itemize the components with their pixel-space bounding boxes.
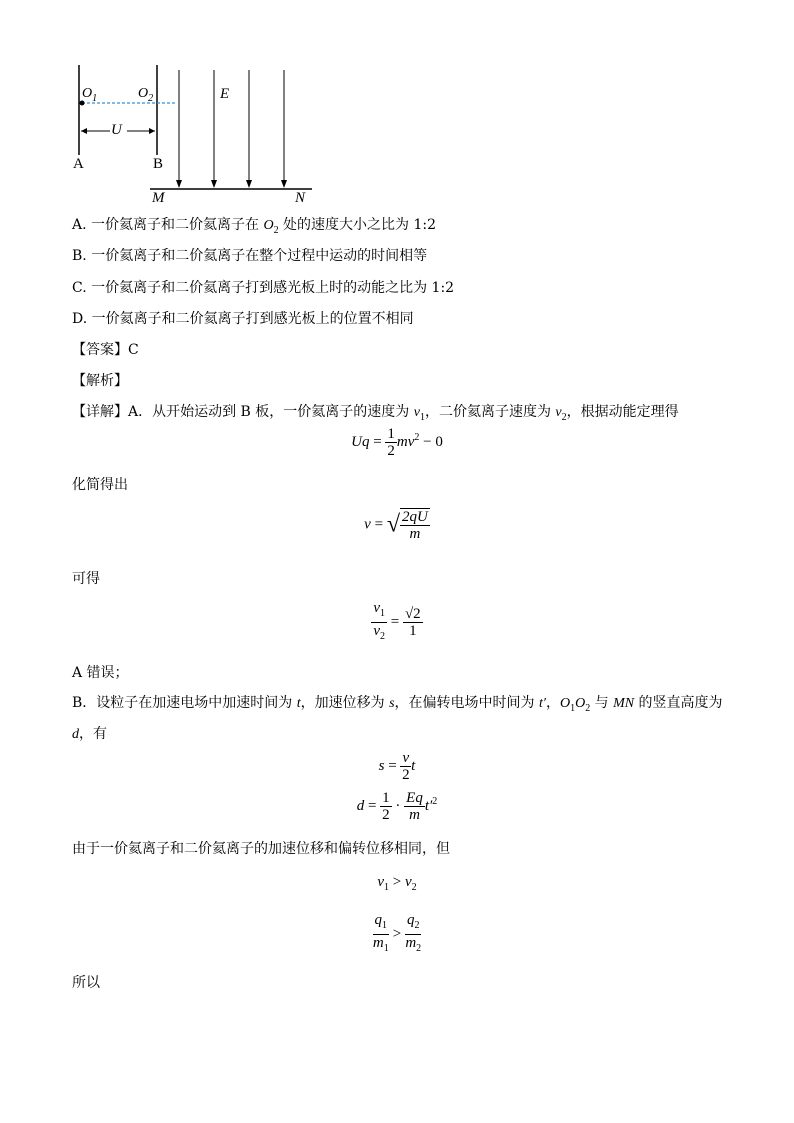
analysis-label: 【解析】 [72,373,128,389]
equation-charge-compare: $\frac{q_1}{m_1}$ > $\frac{q_2}{m_2}$ [372,912,422,954]
answer-line: 【答案】C [72,342,139,358]
since-text: 由于一价氦离子和二价氦离子的加速位移和偏转位移相同，但 [72,841,450,857]
option-a: A. 一价氦离子和二价氦离子在 $O_2$ 处的速度大小之比为 1:2 [72,217,437,236]
option-b: B. 一价氦离子和二价氦离子在整个过程中运动的时间相等 [72,248,428,264]
field-arrow-3 [246,180,252,188]
label-o1: $O_1$ [82,86,98,104]
field-arrow-4 [281,180,287,188]
u-arrow-right [149,128,155,134]
equation-velocity: v = √ $\frac{2qU}{m}$ [364,509,428,542]
option-d: D. 一价氦离子和二价氦离子打到感光板上的位置不相同 [72,311,414,327]
equation-energy: Uq = $\frac{1}{2}$ $mv^2 - 0$ [351,426,443,459]
label-u: U [111,122,122,138]
equation-velocity-compare: $v_1 > v_2$ [377,874,417,893]
u-arrow-left [81,128,87,134]
field-arrow-2 [211,180,217,188]
equation-height: d = $\frac{1}{2}$ · $\frac{Eq}{m}$ $t'^2$ [356,790,438,823]
label-a: A [73,156,84,172]
label-m: M [152,190,165,206]
field-arrow-1 [176,180,182,188]
therefore-text: 所以 [72,975,100,991]
label-o2: $O_2$ [138,86,154,104]
equation-ratio: $\frac{v_1}{v_2}$ = $\frac{√2}{1}$ [373,600,421,642]
option-c: C. 一价氦离子和二价氦离子打到感光板上时的动能之比为 1:2 [72,280,455,296]
b-paragraph-line1: B．设粒子在加速电场中加速时间为 t，加速位移为 s，在偏转电场中时间为 t′，$O_1O_2$ 与 MN 的竖直高度为 [72,695,723,714]
simplify-text: 化简得出 [72,477,128,493]
equation-displacement: s = $\frac{v}{2}$ t [378,750,416,783]
field-diagram [60,60,330,210]
detail-paragraph: 【详解】A．从开始运动到 B 板，一价氦离子的速度为 $v_1$，二价氦离子速度为 $v_2$，根据动能定理得 [72,404,679,423]
label-e: E [220,86,230,102]
kede-text: 可得 [72,571,100,587]
a-wrong: A 错误； [72,665,129,681]
label-n: N [295,190,306,206]
label-b: B [153,156,164,172]
b-paragraph-line2: d，有 [72,726,107,742]
